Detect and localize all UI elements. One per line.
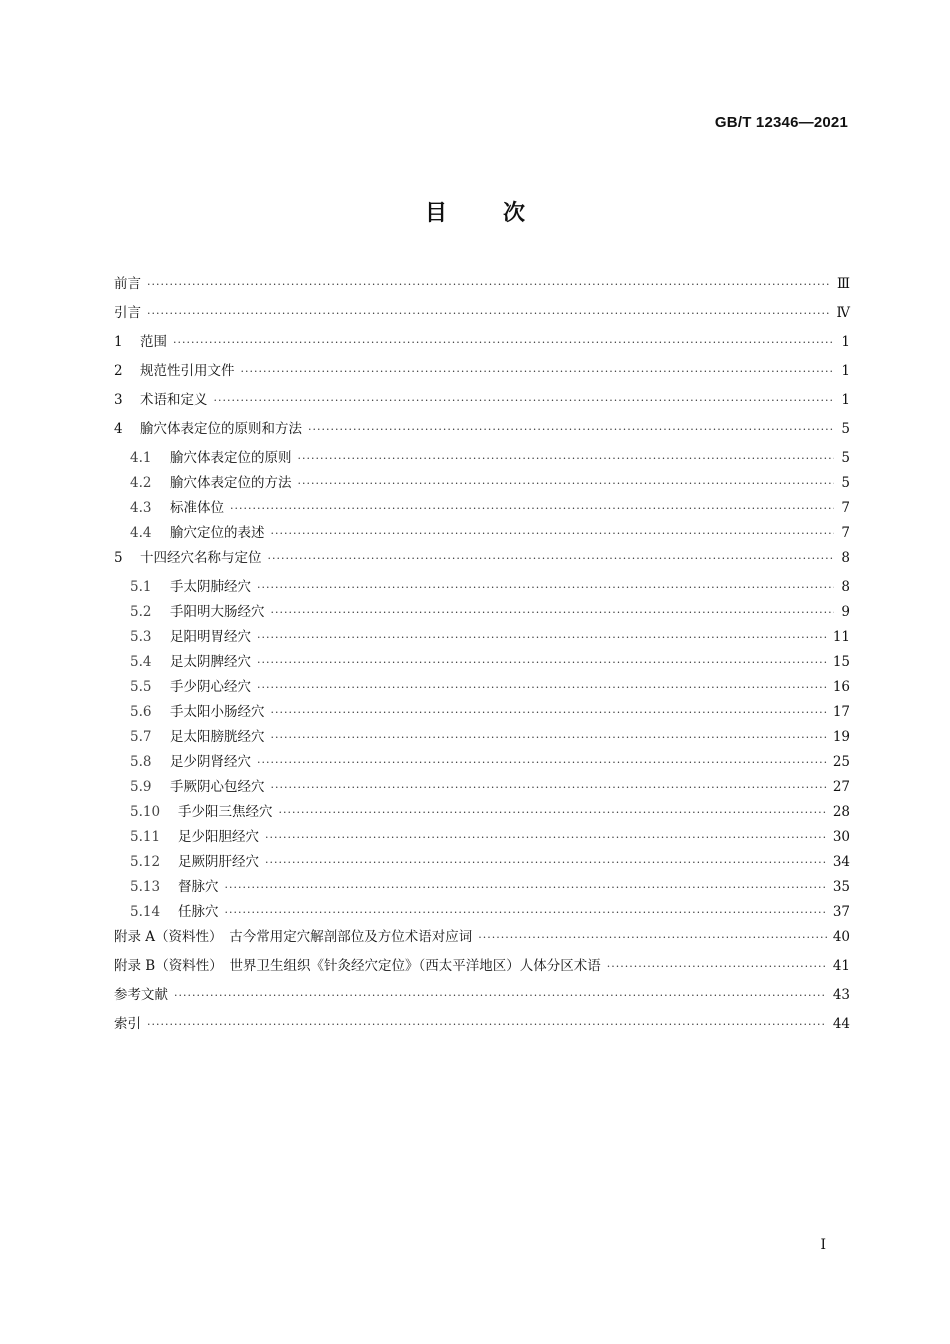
toc-page: 17 xyxy=(832,704,850,720)
toc-number: 5.11 xyxy=(130,829,161,845)
toc-title: 腧穴体表定位的原则和方法 xyxy=(140,421,302,437)
toc-entry-4-3[interactable] xyxy=(114,496,850,521)
toc-leader xyxy=(298,452,835,465)
toc-page: 16 xyxy=(832,679,850,695)
toc-leader xyxy=(271,731,827,744)
toc-title: 足太阳膀胱经穴 xyxy=(170,729,265,745)
toc-entry-5-12[interactable] xyxy=(114,850,850,875)
toc-number: 5.14 xyxy=(130,904,161,920)
toc-entry-appendix-a[interactable] xyxy=(114,925,850,954)
toc-entry-1[interactable] xyxy=(114,330,850,359)
toc-title: 规范性引用文件 xyxy=(140,363,235,379)
toc-leader xyxy=(271,527,835,540)
toc-entry-references[interactable] xyxy=(114,983,850,1012)
page-title-part-2: 次 xyxy=(503,201,526,226)
toc-page: 28 xyxy=(832,804,850,820)
toc-page: 40 xyxy=(832,929,850,945)
toc-leader xyxy=(279,806,827,819)
toc-title: 足阳明胃经穴 xyxy=(170,629,251,645)
toc-page: 1 xyxy=(841,334,850,350)
toc-number: 5.1 xyxy=(130,579,152,595)
toc-entry-4-4[interactable] xyxy=(114,521,850,546)
toc-title: 手少阴心经穴 xyxy=(170,679,251,695)
toc-title: 督脉穴 xyxy=(178,879,219,895)
toc-entry-foreword[interactable] xyxy=(114,272,850,301)
toc-title: 手阳明大肠经穴 xyxy=(170,604,265,620)
table-of-contents xyxy=(114,272,850,1041)
toc-page: 30 xyxy=(832,829,850,845)
toc-leader xyxy=(268,552,835,565)
toc-leader xyxy=(607,960,827,973)
toc-title: 标准体位 xyxy=(170,500,224,516)
toc-leader xyxy=(147,278,831,291)
toc-entry-appendix-b[interactable] xyxy=(114,954,850,983)
toc-number: 5.7 xyxy=(130,729,152,745)
toc-leader xyxy=(265,831,827,844)
toc-entry-5-6[interactable] xyxy=(114,700,850,725)
toc-page: 19 xyxy=(832,729,850,745)
toc-page: 5 xyxy=(841,475,850,491)
toc-number: 5.4 xyxy=(130,654,152,670)
toc-title: 手太阳小肠经穴 xyxy=(170,704,265,720)
toc-leader xyxy=(257,756,827,769)
toc-page: 27 xyxy=(832,779,850,795)
toc-entry-5-8[interactable] xyxy=(114,750,850,775)
toc-page: 35 xyxy=(832,879,850,895)
toc-page: 25 xyxy=(832,754,850,770)
toc-title: 任脉穴 xyxy=(178,904,219,920)
toc-title: 手厥阴心包经穴 xyxy=(170,779,265,795)
toc-entry-5-7[interactable] xyxy=(114,725,850,750)
toc-page: 5 xyxy=(841,421,850,437)
toc-number: 5.5 xyxy=(130,679,152,695)
toc-page: 43 xyxy=(832,987,850,1003)
toc-leader xyxy=(257,656,827,669)
toc-title: 附录 B（资料性） 世界卫生组织《针灸经穴定位》（西太平洋地区）人体分区术语 xyxy=(114,958,601,974)
toc-leader xyxy=(298,477,835,490)
toc-number: 5 xyxy=(114,550,123,566)
toc-leader xyxy=(225,906,827,919)
standard-code: GB/T 12346—2021 xyxy=(714,114,848,131)
toc-title: 足少阴肾经穴 xyxy=(170,754,251,770)
toc-leader xyxy=(265,856,827,869)
toc-page: 8 xyxy=(841,579,850,595)
toc-title: 腧穴体表定位的方法 xyxy=(170,475,292,491)
toc-entry-4[interactable] xyxy=(114,417,850,446)
toc-page: 7 xyxy=(841,525,850,541)
toc-page: 8 xyxy=(841,550,850,566)
toc-page: 34 xyxy=(832,854,850,870)
toc-page: 37 xyxy=(832,904,850,920)
toc-title: 足少阳胆经穴 xyxy=(178,829,259,845)
toc-entry-3[interactable] xyxy=(114,388,850,417)
toc-number: 5.9 xyxy=(130,779,152,795)
page-title xyxy=(0,196,950,227)
toc-entry-5-14[interactable] xyxy=(114,900,850,925)
toc-leader xyxy=(257,681,827,694)
toc-entry-5-1[interactable] xyxy=(114,575,850,600)
toc-number: 4.2 xyxy=(130,475,152,491)
toc-title: 范围 xyxy=(140,334,167,350)
toc-title: 手少阳三焦经穴 xyxy=(178,804,273,820)
toc-leader xyxy=(308,423,834,436)
toc-entry-5-5[interactable] xyxy=(114,675,850,700)
toc-number: 5.13 xyxy=(130,879,161,895)
toc-page: 44 xyxy=(832,1016,850,1032)
toc-page: Ⅳ xyxy=(836,305,850,321)
toc-page: 11 xyxy=(832,629,850,645)
toc-entry-4-2[interactable] xyxy=(114,471,850,496)
toc-number: 2 xyxy=(114,363,123,379)
toc-leader xyxy=(173,336,834,349)
toc-leader xyxy=(257,631,827,644)
toc-title: 前言 xyxy=(114,276,141,292)
toc-entry-5-3[interactable] xyxy=(114,625,850,650)
toc-page: 9 xyxy=(841,604,850,620)
toc-leader xyxy=(214,394,835,407)
toc-entry-2[interactable] xyxy=(114,359,850,388)
toc-number: 1 xyxy=(114,334,123,350)
toc-number: 5.8 xyxy=(130,754,152,770)
toc-entry-5-4[interactable] xyxy=(114,650,850,675)
toc-title: 手太阴肺经穴 xyxy=(170,579,251,595)
toc-page: Ⅲ xyxy=(836,276,850,292)
toc-number: 4 xyxy=(114,421,123,437)
toc-leader xyxy=(271,706,827,719)
toc-title: 腧穴体表定位的原则 xyxy=(170,450,292,466)
toc-leader xyxy=(147,307,831,320)
toc-number: 5.6 xyxy=(130,704,152,720)
toc-leader xyxy=(271,781,827,794)
toc-entry-4-1[interactable] xyxy=(114,446,850,471)
toc-number: 4.4 xyxy=(130,525,152,541)
page-number: I xyxy=(820,1237,826,1253)
toc-title: 足太阴脾经穴 xyxy=(170,654,251,670)
toc-number: 5.12 xyxy=(130,854,161,870)
toc-title: 腧穴定位的表述 xyxy=(170,525,265,541)
toc-leader xyxy=(271,606,835,619)
toc-entry-5-13[interactable] xyxy=(114,875,850,900)
toc-leader xyxy=(174,989,827,1002)
toc-entry-5-2[interactable] xyxy=(114,600,850,625)
toc-number: 5.3 xyxy=(130,629,152,645)
toc-title: 足厥阴肝经穴 xyxy=(178,854,259,870)
toc-leader xyxy=(147,1018,827,1031)
toc-entry-5-10[interactable] xyxy=(114,800,850,825)
toc-leader xyxy=(225,881,827,894)
toc-title: 附录 A（资料性） 古今常用定穴解剖部位及方位术语对应词 xyxy=(114,929,473,945)
toc-entry-5-9[interactable] xyxy=(114,775,850,800)
toc-leader xyxy=(241,365,835,378)
toc-title: 术语和定义 xyxy=(140,392,208,408)
toc-leader xyxy=(478,931,827,944)
toc-number: 4.3 xyxy=(130,500,152,516)
toc-entry-5-11[interactable] xyxy=(114,825,850,850)
toc-entry-introduction[interactable] xyxy=(114,301,850,330)
toc-leader xyxy=(230,502,834,515)
toc-page: 1 xyxy=(841,363,850,379)
toc-number: 5.2 xyxy=(130,604,152,620)
toc-entry-5[interactable] xyxy=(114,546,850,575)
toc-title: 索引 xyxy=(114,1016,141,1032)
toc-title: 引言 xyxy=(114,305,141,321)
toc-entry-index[interactable] xyxy=(114,1012,850,1041)
toc-page: 15 xyxy=(832,654,850,670)
toc-page: 41 xyxy=(832,958,850,974)
toc-number: 4.1 xyxy=(130,450,152,466)
toc-page: 1 xyxy=(841,392,850,408)
page-title-part-1: 目 xyxy=(424,201,447,226)
toc-leader xyxy=(257,581,834,594)
toc-page: 5 xyxy=(841,450,850,466)
toc-page: 7 xyxy=(841,500,850,516)
toc-number: 3 xyxy=(114,392,123,408)
toc-title: 参考文献 xyxy=(114,987,168,1003)
toc-number: 5.10 xyxy=(130,804,161,820)
toc-title: 十四经穴名称与定位 xyxy=(140,550,262,566)
